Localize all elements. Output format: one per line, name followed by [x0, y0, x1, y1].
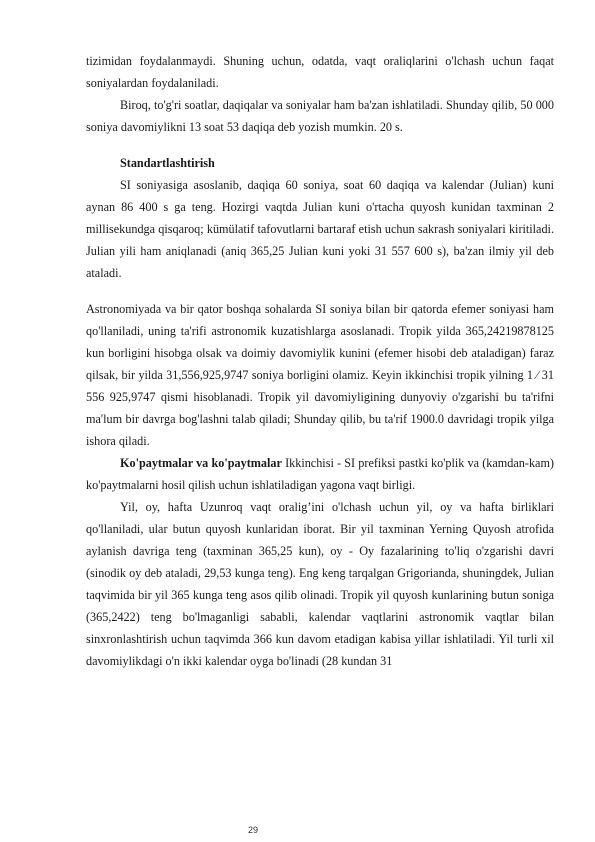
paragraph-yil-oy-hafta: Yil, oy, hafta Uzunroq vaqt oralig’ini o'lchash uchun yil, oy va hafta birliklari qo'llaniladi, ular butun quyosh kunlaridan iborat. Bir yil taxminan Yerning Quyosh atrofida aylanish davriga teng (taxminan 365,25 kun), oy - Oy fazalarining to'liq o'zgarishi davri (sinodik oy deb ataladi, 29,53 kunga teng). Eng keng tarqalgan Grigorianda, shuningdek, Julian taqvimida bir yil 365 kunga teng asos qilib olinadi. Tropik yil quyosh kunlarining butun soniga (365,2422) teng bo'lmaganligi sababli, kalendar vaqtlarini astronomik vaqtlar bilan sinxronlashtirish uchun taqvimda 366 kun davom etadigan kabisa yillar ishlatiladi. Yil turli xil davomiylikdagi o'n ikki kalendar oyga bo'linadi (28 kundan 31: [86, 500, 554, 668]
section-heading: Standartlashtirish: [120, 156, 215, 170]
paragraph-astronomiya: Astronomiyada va bir qator boshqa sohalarda SI soniya bilan bir qatorda efemer soniyasi ham qo'llaniladi, uning ta'rifi astronomik kuzatishlarga asoslanadi. Tropik yilda 365,24219878125 kun borligini hisobga olsak va doimiy davomiylik kunini (efemer hisobi deb ataladigan) faraz qilsak, bir yilda 31,556,925,9747 soniya borligini olamiz. Keyin ikkinchisi tropik yilning 1 ⁄ 31 556 925,9747 qismi hisoblanadi. Tropik yil davomiyligining dunyoviy o'zgarishi bu ta'rifni ma'lum bir davrga bog'lashni talab qiladi; Shunday qilib, bu ta'rif 1900.0 davridagi tropik yilga ishora qiladi.: [86, 302, 554, 448]
paragraph-kopaytmalar: [86, 452, 554, 496]
page-number: 29: [248, 825, 259, 835]
kopaytmalar-text: Ikkinchisi - SI prefiksi pastki ko'plik va (kamdan-kam) ko'paytmalarni hosil qilish uchun ishlatiladigan yagona vaqt birligi.: [86, 456, 554, 492]
page-content: [86, 50, 554, 672]
paragraph-soatlar: Biroq, to'g'ri soatlar, daqiqalar va soniyalar ham ba'zan ishlatiladi. Shunday qilib, 50 000 soniya davomiylikni 13 soat 53 daqiqa deb yozish mumkin. 20 s.: [86, 98, 554, 134]
paragraph-si-soniya: SI soniyasiga asoslanib, daqiqa 60 soniya, soat 60 daqiqa va kalendar (Julian) kuni aynan 86 400 s ga teng. Hozirgi vaqtda Julian kuni o'rtacha quyosh kunidan taxminan 2 millisekundga qisqaroq; kümülatif tafovutlarni bartaraf etish uchun sakrash soniyalari kiritiladi. Julian yili ham aniqlanadi (aniq 365,25 Julian kuni yoki 31 557 600 s), ba'zan ilmiy yil deb ataladi.: [86, 178, 554, 280]
paragraph-continuation: tizimidan foydalanmaydi. Shuning uchun, odatda, vaqt oraliqlarini o'lchash uchun faqat soniyalardan foydalaniladi.: [86, 54, 554, 90]
kopaytmalar-term: Ko'paytmalar va ko'paytmalar: [120, 456, 282, 470]
